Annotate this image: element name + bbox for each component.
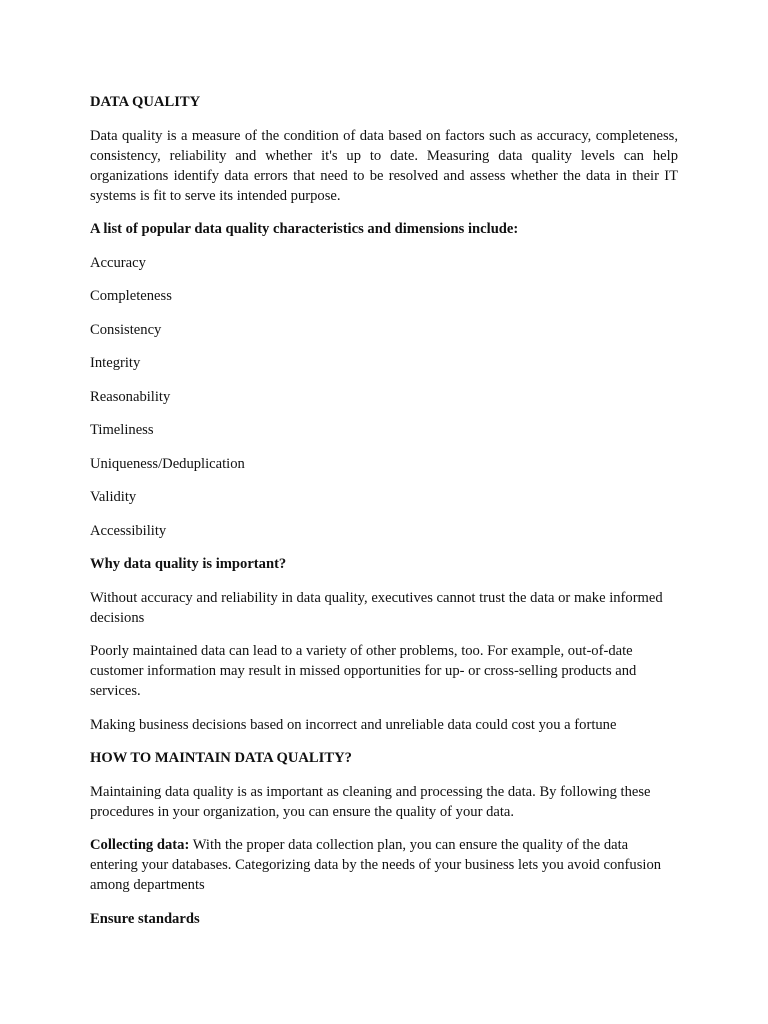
characteristic-item: Integrity xyxy=(90,355,141,371)
document-title: DATA QUALITY xyxy=(90,94,201,110)
document-page xyxy=(90,92,678,942)
characteristic-item: Reasonability xyxy=(90,388,171,405)
characteristic-item: Consistency xyxy=(90,321,162,338)
why-paragraph: Making business decisions based on incorrect and unreliable data could cost you a fortune xyxy=(90,716,617,733)
maintain-heading: HOW TO MAINTAIN DATA QUALITY? xyxy=(90,750,352,766)
characteristic-item: Completeness xyxy=(90,288,172,304)
collecting-data-text: With the proper data collection plan, you can ensure the quality of the data entering your databases. Categorizing data by the needs of your business lets you avoid confusion among departments xyxy=(90,837,662,893)
maintain-intro-paragraph: Maintaining data quality is as important as cleaning and processing the data. By following these procedures in your organization, you can ensure the quality of your data. xyxy=(90,783,651,820)
intro-paragraph: Data quality is a measure of the condition of data based on factors such as accuracy, completeness, consistency, reliability and whether it's up to date. Measuring data quality levels can help organizations identify data errors that need to be resolved and assess whether the data in their IT systems is fit to serve its intended purpose. xyxy=(90,127,678,204)
characteristic-item: Uniqueness/Deduplication xyxy=(90,455,245,472)
list-heading: A list of popular data quality characteristics and dimensions include: xyxy=(90,221,519,237)
characteristic-item: Timeliness xyxy=(90,422,154,438)
ensure-standards-heading: Ensure standards xyxy=(90,910,200,927)
why-paragraph: Without accuracy and reliability in data quality, executives cannot trust the data or make informed decisions xyxy=(90,589,663,626)
collecting-data-label: Collecting data: xyxy=(90,837,190,853)
characteristic-item: Accessibility xyxy=(90,522,167,539)
why-paragraph: Poorly maintained data can lead to a variety of other problems, too. For example, out-of-date customer information may result in missed opportunities for up- or cross-selling products and services. xyxy=(90,643,637,699)
characteristic-item: Validity xyxy=(90,489,137,505)
characteristic-item: Accuracy xyxy=(90,254,146,271)
why-heading: Why data quality is important? xyxy=(90,556,287,572)
collecting-data-paragraph xyxy=(90,835,678,895)
